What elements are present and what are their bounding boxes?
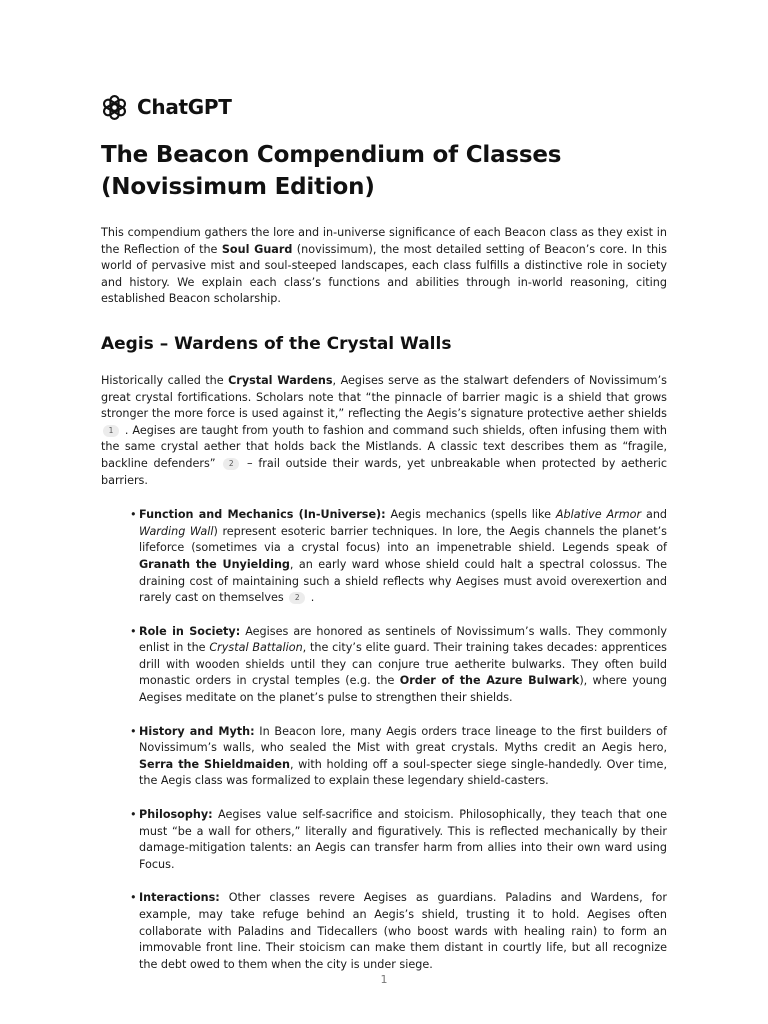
bullet-icon: • [130,508,137,522]
bullet-label: Role in Society: [139,624,241,638]
list-item [130,890,667,973]
section-text-2: , Aegises serve as the stalwart defenders of Novissimum’s great crystal fortifications. Scholars note that “the pinnacle of barrier magic is a shield that grows stronger the more force is used against it,” reflecting the Aegis’s signature protective aether shields [101,373,667,421]
bullet-label: History and Myth: [139,724,255,738]
section-heading: Aegis – Wardens of the Crystal Walls [101,333,452,354]
intro-text-1: This compendium gathers the lore and in-universe significance of each Beacon class as they exist in the Reflection of the [101,226,667,256]
bullet-text: Aegises are honored as sentinels of Novissimum’s walls. They commonly enlist in the [139,624,667,655]
intro-paragraph [101,225,667,308]
list-item [130,807,667,873]
bullet-label: Function and Mechanics (In-Universe): [139,508,386,522]
section-text-3: . Aegises are taught from youth to fashion and command such shields, often infusing them with the same crystal aether that holds back the Mistlands. A classic text describes them as “fragile, backline defenders” [101,423,667,470]
document-title: The Beacon Compendium of Classes (Novissimum Edition) [101,142,562,200]
bullet-bold: Granath the Unyielding [139,557,290,571]
section-bold-1: Crystal Wardens [228,373,333,387]
bullet-bold: Order of the Azure Bulwark [399,674,580,688]
bullet-text: In Beacon lore, many Aegis orders trace lineage to the first builders of Novissimum’s walls, who sealed the Mist with great crystals. Myths credit an Aegis hero, [139,724,667,755]
bullet-text: ), where young Aegises meditate on the planet’s pulse to strengthen their shields. [139,674,667,705]
list-item [130,624,667,707]
bullet-icon: • [130,808,137,822]
bullet-label: Philosophy: [139,808,213,822]
bullet-italic: Crystal Battalion [209,641,303,655]
bullet-text: , the city’s elite guard. Their training takes decades: apprentices drill with wooden shields until they can conjure true aetherite bulwarks. They often build monastic orders in crystal temples (e.g. the [139,641,667,688]
list-item [130,507,668,607]
bullet-italic: Warding Wall [139,524,214,538]
bullet-icon: • [130,724,137,738]
citation-badge[interactable]: 2 [289,592,305,604]
bullet-text: , an early ward whose shield could halt a spectral colossus. The draining cost of maintaining such a shield reflects why Aegises must avoid overexertion and rarely cast on themselves [139,557,667,605]
list-item [130,724,667,790]
section-text-1: Historically called the [101,373,229,387]
bullet-icon: • [130,891,137,905]
bullet-text: Aegis mechanics (spells like [385,508,556,522]
bullet-italic: Ablative Armor [555,508,642,522]
section-intro-paragraph [101,373,667,489]
section-text-4: – frail outside their wards, yet unbreakable when protected by aetheric barriers. [101,456,667,487]
aegis-bullet-list [101,507,667,973]
citation-badge[interactable]: 1 [103,425,119,437]
bullet-text: , with holding off a soul-specter siege single-handedly. Over time, the Aegis class was formalized to explain these legendary shield-casters. [139,757,667,788]
bullet-text: . [307,591,315,605]
bullet-text: and [641,508,668,522]
intro-text-2: (novissimum), the most detailed setting of Beacon’s core. In this world of pervasive mist and soul-steeped landscapes, each class fulfills a distinctive role in society and history. We explain each class’s functions and abilities through in-world reasoning, citing established Beacon scholarship. [101,242,667,306]
bullet-text: ) represent esoteric barrier techniques. In lore, the Aegis channels the planet’s lifeforce (sometimes via a crystal focus) into an impenetrable shield. Legends speak of [139,524,667,555]
bullet-text: Aegises value self-sacrifice and stoicism. Philosophically, they teach that one must “be a wall for others,” literally and figuratively. This is reflected mechanically by their damage-mitigation talents: an Aegis can transfer harm from allies into their own ward using Focus. [139,808,667,871]
bullet-label: Interactions: [139,891,220,905]
brand-header [101,93,667,121]
citation-badge[interactable]: 2 [223,458,239,470]
bullet-bold: Serra the Shieldmaiden [139,757,290,771]
brand-name: ChatGPT [137,95,232,119]
page-number: 1 [380,973,388,986]
document-page [101,93,667,990]
openai-knot-icon [101,94,128,121]
bullet-text: Other classes revere Aegises as guardians. Paladins and Wardens, for example, may take refuge behind an Aegis’s shield, trusting it to hold. Aegises often collaborate with Paladins and Tidecallers (who boost wards with healing rain) to form an immovable front line. Their stoicism can make them distant in courtly life, but all recognize the debt owed to them when the city is under siege. [139,891,667,971]
intro-bold-1: Soul Guard [221,242,293,256]
bullet-icon: • [130,624,137,638]
